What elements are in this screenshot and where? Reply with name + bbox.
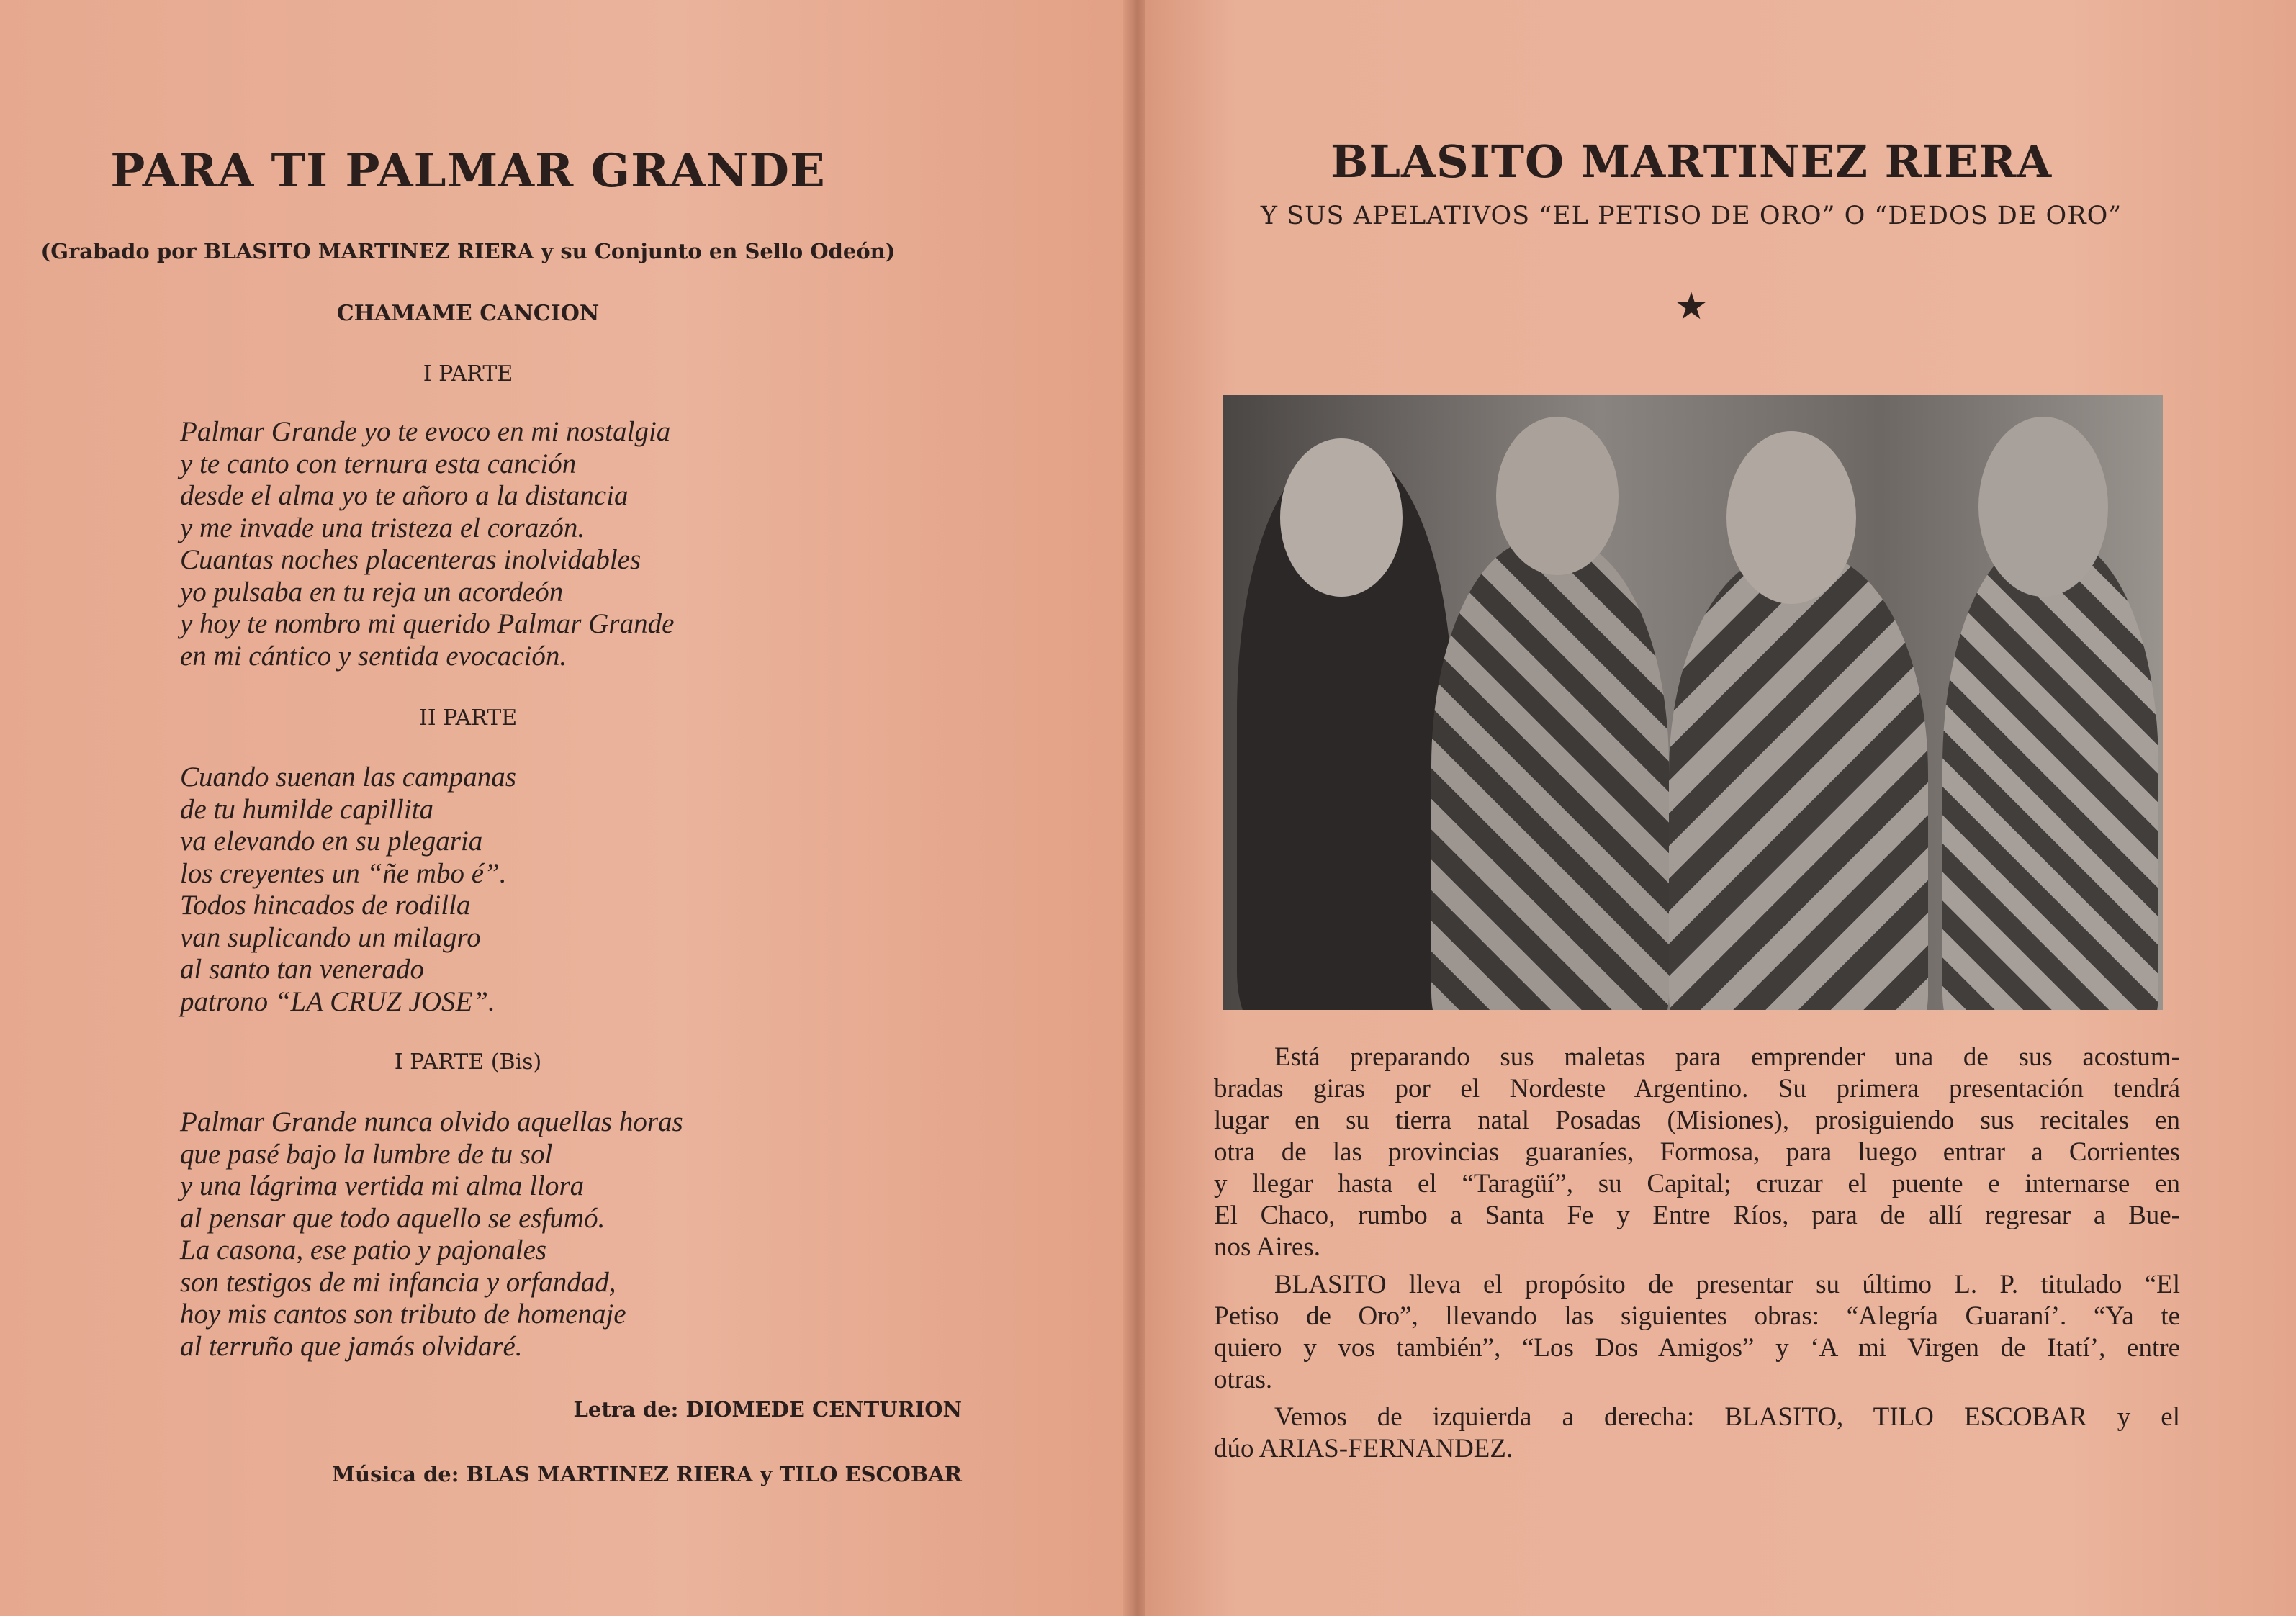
lyric-line: y una lágrima vertida mi alma llora xyxy=(180,1170,585,1201)
text-line: quiero y vos también”, “Los Dos Amigos” y ‘A mi Virgen de Itatí’, entre xyxy=(1214,1333,2180,1363)
band-photo xyxy=(1223,395,2163,1010)
text-line: Vemos de izquierda a derecha: BLASITO, TILO ESCOBAR y el xyxy=(1274,1402,2180,1432)
text-line: dúo ARIAS-FERNANDEZ. xyxy=(1214,1434,1513,1463)
text-line: otra de las provincias guaraníes, Formosa, para luego entrar a Corrientes xyxy=(1214,1137,2180,1167)
genre-label: CHAMAME CANCION xyxy=(336,301,600,326)
text-line: y llegar hasta el “Taragüí”, su Capital; cruzar el puente e internarse en xyxy=(1214,1169,2180,1199)
article-body xyxy=(1214,1042,2180,1465)
text-line: bradas giras por el Nordeste Argentino. Su primera presentación tendrá xyxy=(1214,1074,2180,1103)
lyric-line: Palmar Grande nunca olvido aquellas horas xyxy=(180,1106,683,1137)
lyrics-stanza-1 xyxy=(180,416,674,672)
lyric-line: y hoy te nombro mi querido Palmar Grande xyxy=(180,608,675,639)
song-title: PARA TI PALMAR GRANDE xyxy=(110,144,826,198)
star-icon: ★ xyxy=(1674,285,1709,328)
lyric-line: y me invade una tristeza el corazón. xyxy=(180,512,585,543)
lyric-line: Todos hincados de rodilla xyxy=(180,890,471,921)
section-heading-2: II PARTE xyxy=(418,705,518,731)
lyric-line: al pensar que todo aquello se esfumó. xyxy=(180,1202,605,1234)
song-subtitle: (Grabado por BLASITO MARTINEZ RIERA y su Conjunto en Sello Odeón) xyxy=(40,239,896,263)
lyric-line: va elevando en su plegaria xyxy=(180,826,483,857)
text-line: El Chaco, rumbo a Santa Fe y Entre Ríos, para de allí regresar a Bue- xyxy=(1214,1201,2180,1230)
section-heading-1: I PARTE xyxy=(423,361,513,387)
article-subtitle: Y SUS APELATIVOS “EL PETISO DE ORO” O “DEDOS DE ORO” xyxy=(1260,202,2122,230)
text-line: lugar en su tierra natal Posadas (Misiones), prosiguiendo sus recitales en xyxy=(1214,1106,2180,1135)
lyric-line: hoy mis cantos son tributo de homenaje xyxy=(180,1299,626,1330)
lyric-line: patrono “LA CRUZ JOSE”. xyxy=(180,985,495,1017)
lyric-line: desde el alma yo te añoro a la distancia xyxy=(180,480,629,511)
lyric-line: y te canto con ternura esta canción xyxy=(180,448,577,479)
lyric-line: los creyentes un “ñe mbo é”. xyxy=(180,857,507,889)
section-heading-3: I PARTE (Bis) xyxy=(394,1050,542,1075)
lyric-line: yo pulsaba en tu reja un acordeón xyxy=(180,576,564,608)
article-title: BLASITO MARTINEZ RIERA xyxy=(1330,135,2053,188)
text-line: Está preparando sus maletas para emprender una de sus acostum- xyxy=(1274,1042,2180,1072)
lyric-line: al santo tan venerado xyxy=(180,954,425,985)
lyrics-stanza-2 xyxy=(180,762,516,1018)
text-line: Petiso de Oro”, llevando las siguientes obras: “Alegría Guaraní’. “Ya te xyxy=(1214,1301,2180,1331)
lyric-line: al terruño que jamás olvidaré. xyxy=(180,1330,523,1362)
lyric-line: Cuantas noches placenteras inolvidables xyxy=(180,544,641,575)
lyric-line: Cuando suenan las campanas xyxy=(180,762,516,793)
text-line: otras. xyxy=(1214,1365,1273,1394)
lyric-line: La casona, ese patio y pajonales xyxy=(180,1234,547,1265)
paragraph-1 xyxy=(1214,1042,2180,1263)
text-line: BLASITO lleva el propósito de presentar su último L. P. titulado “El xyxy=(1274,1270,2180,1299)
lyric-line: en mi cántico y sentida evocación. xyxy=(180,640,567,672)
lyric-line: de tu humilde capillita xyxy=(180,793,434,825)
music-credit: Música de: BLAS MARTINEZ RIERA y TILO ESCOBAR xyxy=(331,1462,962,1486)
left-page xyxy=(0,0,1130,1616)
lyrics-credit: Letra de: DIOMEDE CENTURION xyxy=(573,1397,962,1422)
lyric-line: van suplicando un milagro xyxy=(180,921,481,953)
lyric-line: Palmar Grande yo te evoco en mi nostalgia xyxy=(180,416,671,447)
lyric-line: que pasé bajo la lumbre de tu sol xyxy=(180,1138,553,1170)
paragraph-3 xyxy=(1214,1401,2180,1465)
lyrics-stanza-3 xyxy=(180,1106,683,1363)
text-line: nos Aires. xyxy=(1214,1232,1320,1262)
paragraph-2 xyxy=(1214,1269,2180,1396)
lyric-line: son testigos de mi infancia y orfandad, xyxy=(180,1266,616,1298)
